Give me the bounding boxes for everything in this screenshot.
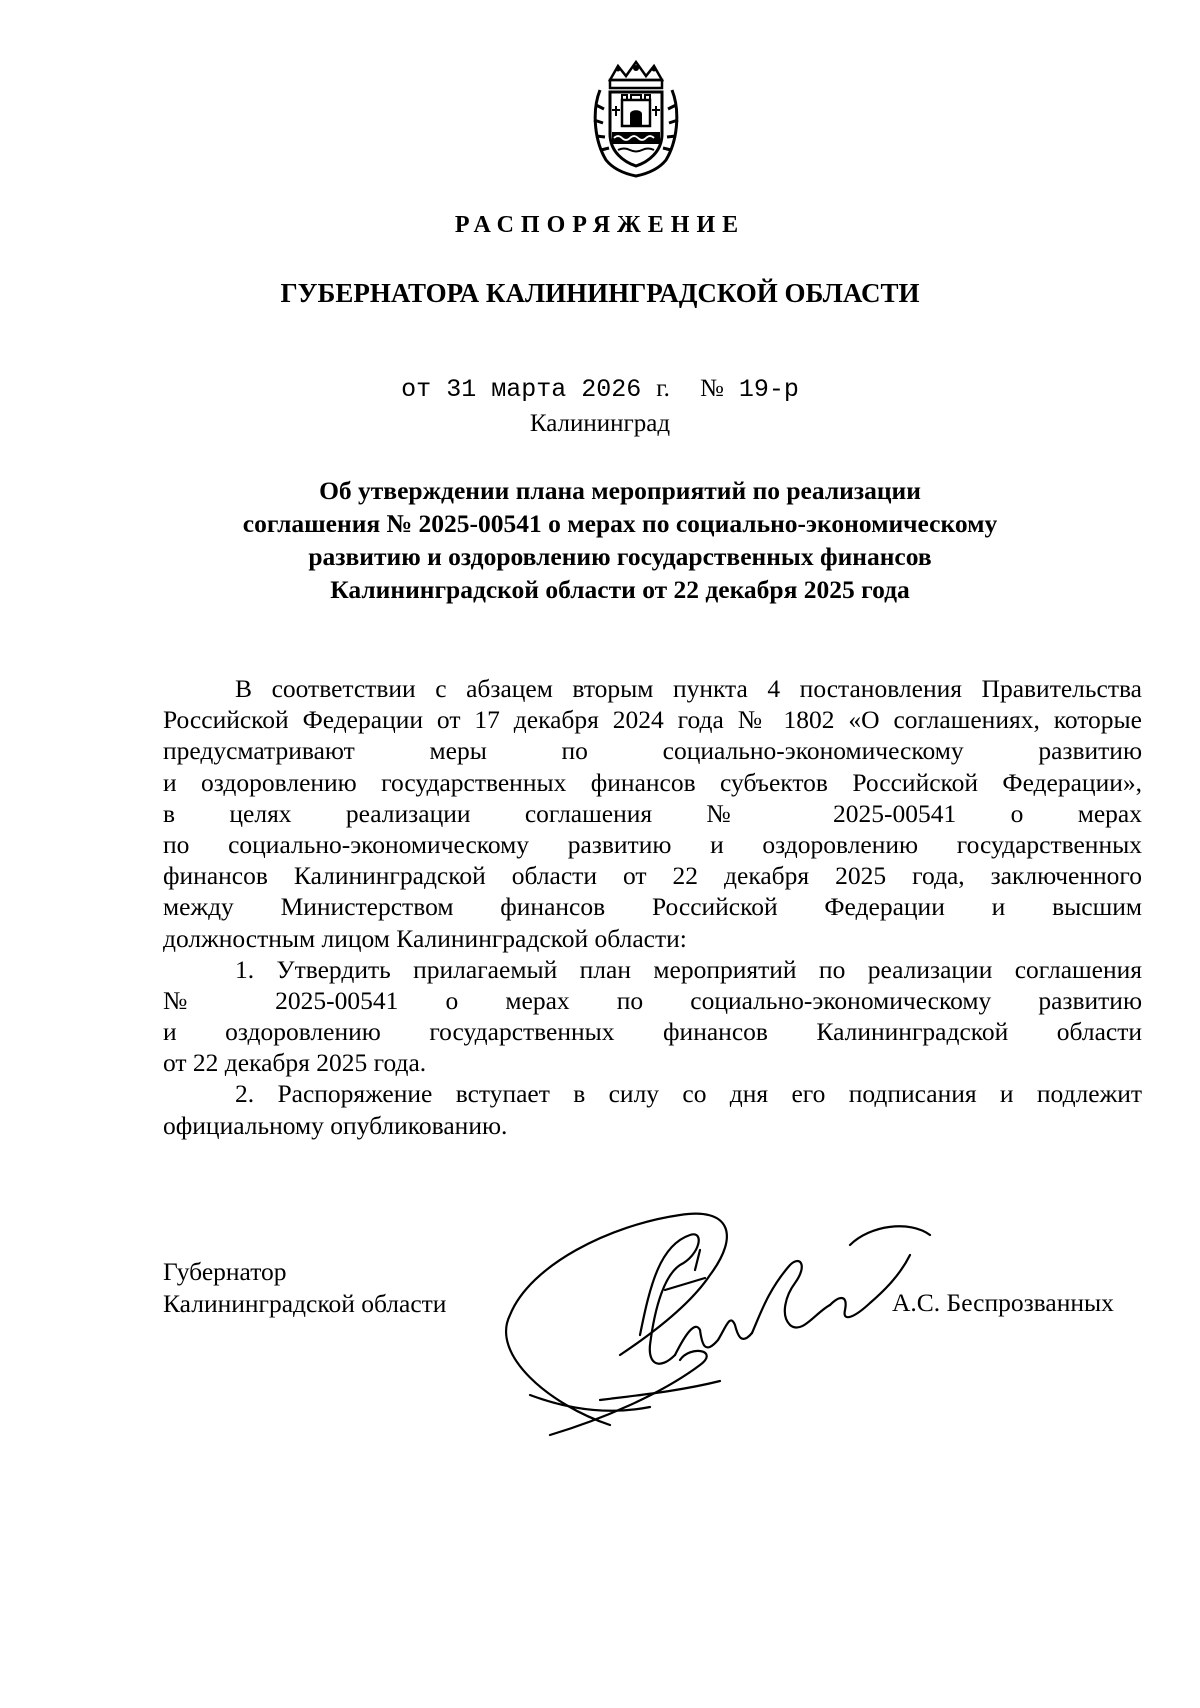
item-2-line: 2. Распоряжение вступает в силу со дня его подписания и подлежит bbox=[235, 1079, 1142, 1109]
item-1-line: 1. Утвердить прилагаемый план мероприятий по реализации соглашения bbox=[235, 954, 1142, 984]
body-line: В соответствии с абзацем вторым пункта 4 постановления Правительства bbox=[235, 674, 1142, 703]
position-line: Губернатор bbox=[163, 1257, 287, 1286]
body-line: предусматривают меры по социально-экономическому развитию bbox=[163, 736, 1142, 766]
item-1-line: № 2025-00541 о мерах по социально-экономическому развитию bbox=[163, 985, 1142, 1015]
coat-of-arms-icon bbox=[588, 60, 684, 178]
item-2-line: официальному опубликованию. bbox=[163, 1110, 508, 1140]
item-1-line: от 22 декабря 2025 года. bbox=[163, 1048, 427, 1078]
title-line: Об утверждении плана мероприятий по реализации bbox=[319, 476, 921, 505]
body-line: финансов Калининградской области от 22 декабря 2025 года, заключенного bbox=[163, 861, 1142, 891]
title-line: Калининградской области от 22 декабря 2025 года bbox=[330, 575, 910, 604]
number-sign: № bbox=[699, 375, 724, 402]
document-title bbox=[150, 474, 1090, 606]
body-line: в целях реализации соглашения № 2025-00541 о мерах bbox=[163, 798, 1142, 828]
body-line: должностным лицом Калининградской области: bbox=[163, 923, 687, 953]
document-type-heading: РАСПОРЯЖЕНИЕ bbox=[454, 212, 746, 238]
handwritten-signature bbox=[490, 1195, 940, 1445]
body-line: Российской Федерации от 17 декабря 2024 года № 1802 «О соглашениях, которые bbox=[163, 705, 1142, 735]
position-line: Калининградской области bbox=[163, 1289, 447, 1318]
date-prefix: от bbox=[401, 375, 432, 404]
date-number-line bbox=[0, 375, 1200, 404]
body-line: между Министерством финансов Российской Федерации и высшим bbox=[163, 892, 1142, 922]
title-line: развитию и оздоровлению государственных финансов bbox=[308, 542, 932, 571]
body-line: по социально-экономическому развитию и оздоровлению государственных bbox=[163, 829, 1142, 859]
signatory-name: А.С. Беспрозванных bbox=[892, 1288, 1114, 1317]
document-date: 31 марта 2026 bbox=[446, 375, 642, 404]
title-line: соглашения № 2025-00541 о мерах по социально-экономическому bbox=[242, 509, 998, 538]
item-1-line: и оздоровлению государственных финансов Калининградской области bbox=[163, 1017, 1142, 1047]
year-suffix: г. bbox=[656, 375, 670, 402]
body-line: и оздоровлению государственных финансов субъектов Российской Федерации», bbox=[163, 767, 1142, 797]
document-number: 19-р bbox=[738, 375, 799, 404]
city: Калининград bbox=[529, 410, 671, 437]
document-body bbox=[163, 673, 1142, 1141]
signatory-position bbox=[163, 1256, 446, 1320]
issuer-heading: ГУБЕРНАТОРА КАЛИНИНГРАДСКОЙ ОБЛАСТИ bbox=[280, 278, 920, 308]
